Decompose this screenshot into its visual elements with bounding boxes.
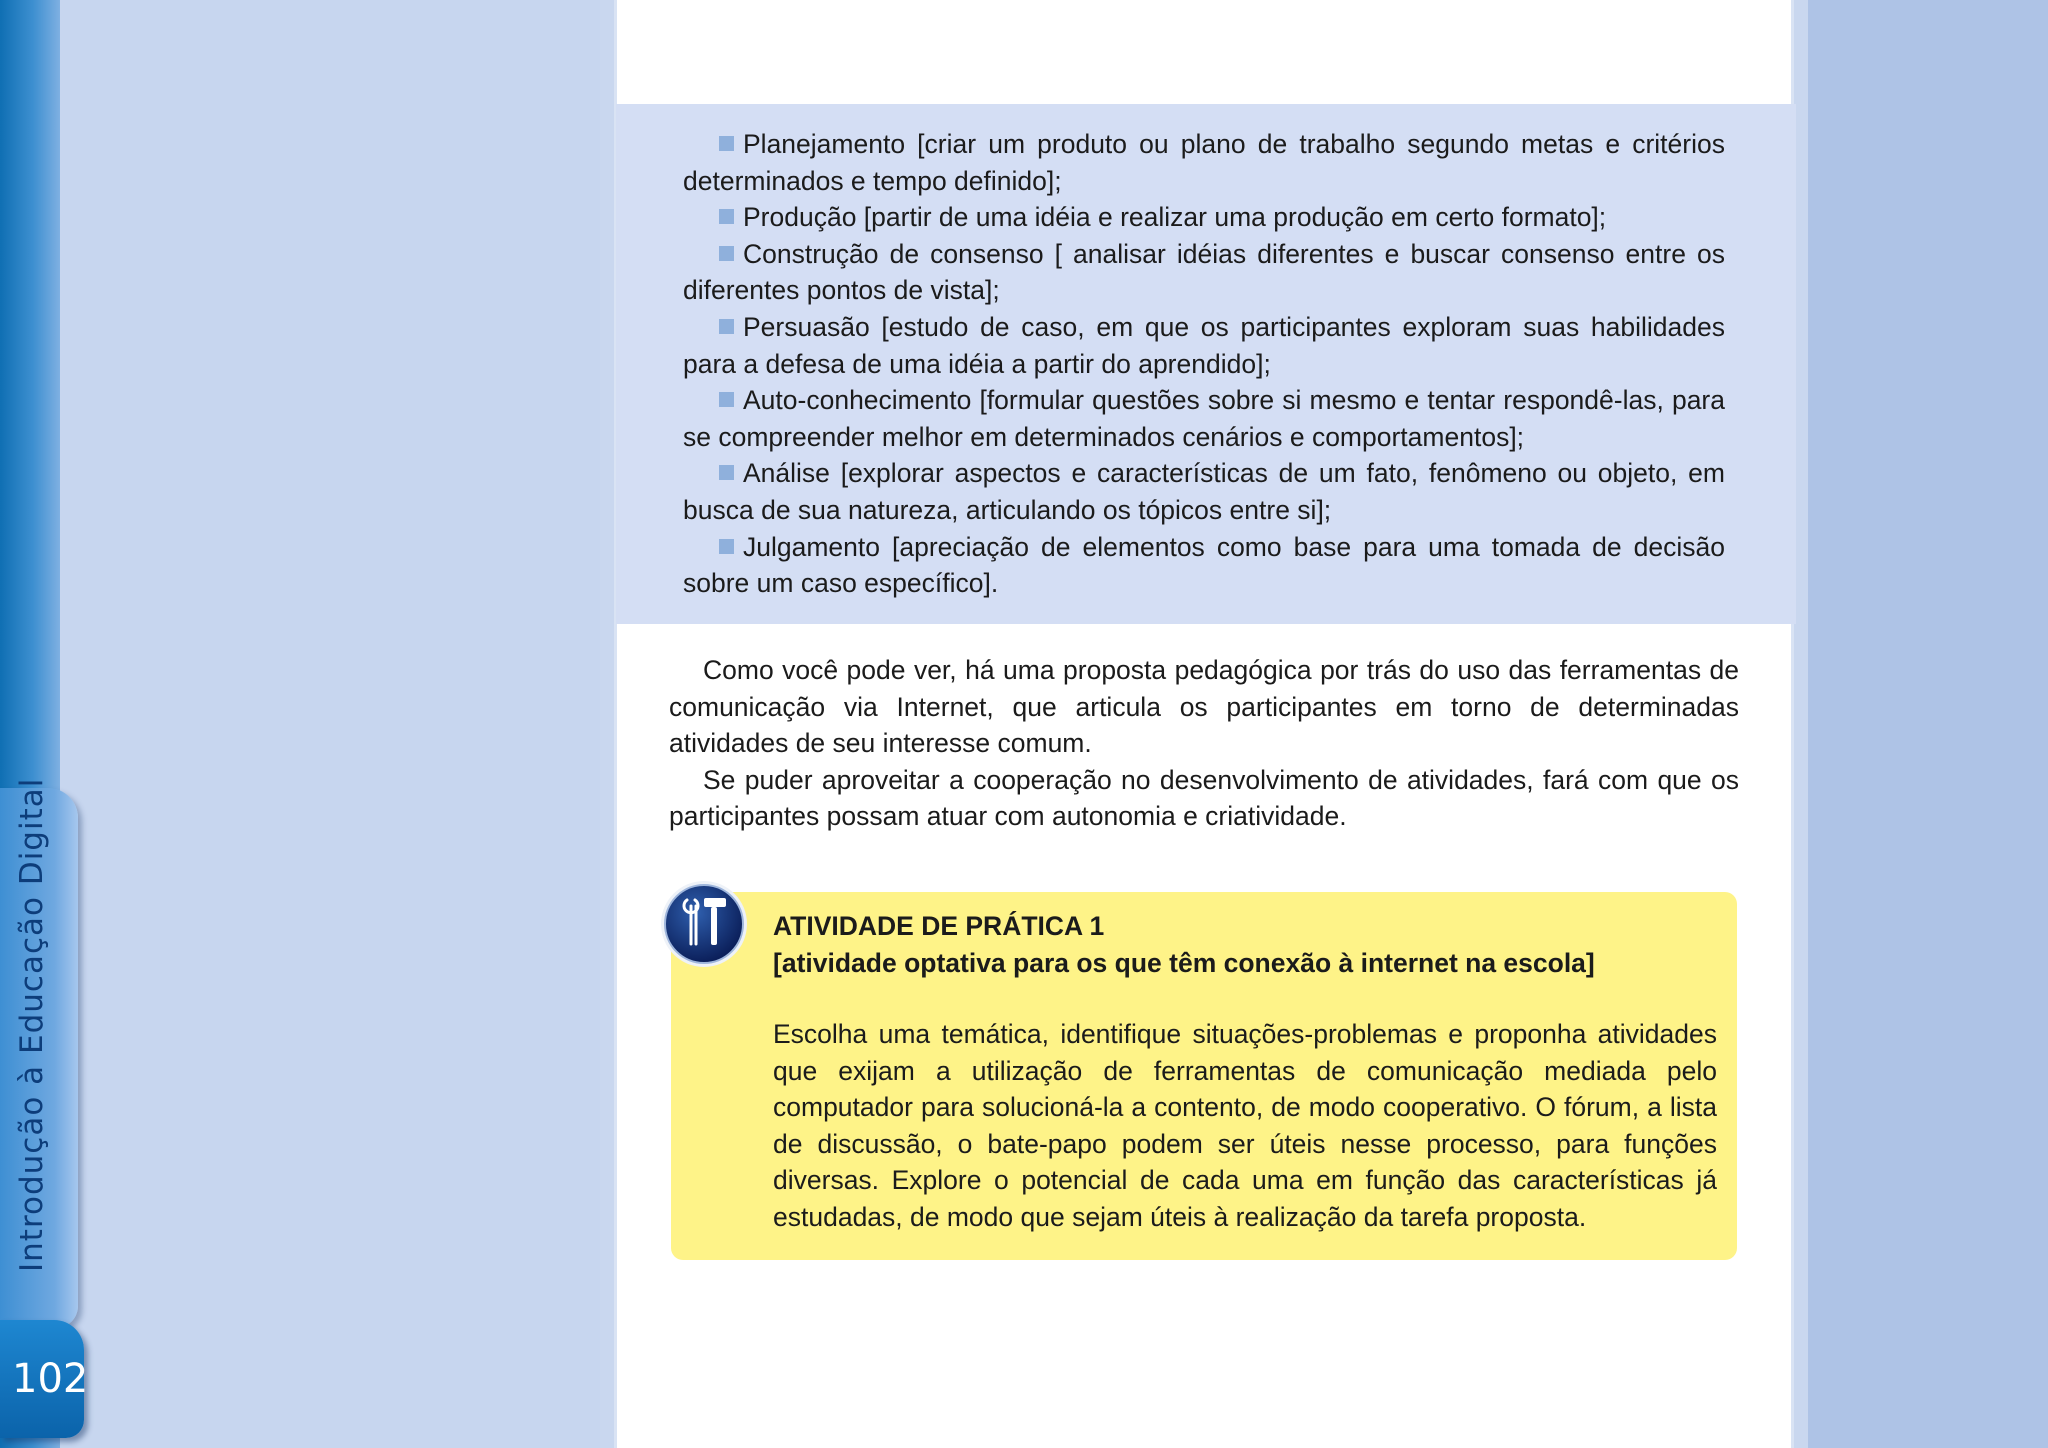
square-bullet-icon bbox=[719, 209, 734, 224]
list-item bbox=[683, 382, 1725, 455]
list-item bbox=[683, 199, 1725, 236]
list-item-text: Persuasão [estudo de caso, em que os participantes exploram suas habilidades para a defesa de uma idéia a partir do aprendido]; bbox=[683, 311, 1725, 379]
square-bullet-icon bbox=[719, 392, 734, 407]
list-item bbox=[683, 455, 1725, 528]
list-item bbox=[683, 126, 1725, 199]
square-bullet-icon bbox=[719, 465, 734, 480]
list-item bbox=[683, 529, 1725, 602]
list-item-text: Análise [explorar aspectos e características de um fato, fenômeno ou objeto, em busca de sua natureza, articulando os tópicos entre si]; bbox=[683, 458, 1725, 525]
book-title: Introdução à Educação Digital bbox=[14, 777, 50, 1272]
activity-title: ATIVIDADE DE PRÁTICA 1 bbox=[773, 911, 1105, 941]
square-bullet-icon bbox=[719, 136, 734, 151]
activity-subtitle: [atividade optativa para os que têm conexão à internet na escola] bbox=[773, 947, 1595, 978]
square-bullet-icon bbox=[719, 319, 734, 334]
list-item-text: Auto-conhecimento [formular questões sobre si mesmo e tentar respondê-las, para se compreender melhor em determinados cenários e comportamentos]; bbox=[683, 385, 1725, 452]
list-item-text: Construção de consenso [ analisar idéias diferentes e buscar consenso entre os diferentes pontos de vista]; bbox=[683, 238, 1725, 306]
bullet-list bbox=[683, 126, 1725, 602]
list-item-text: Planejamento [criar um produto ou plano de trabalho segundo metas e critérios determinados e tempo definido]; bbox=[683, 129, 1725, 196]
body-paragraph: Como você pode ver, há uma proposta pedagógica por trás do uso das ferramentas de comunicação via Internet, que articula os participantes em torno de determinadas atividades de seu interesse comum. bbox=[669, 655, 1739, 759]
list-item-text: Julgamento [apreciação de elementos como base para uma tomada de decisão sobre um caso específico]. bbox=[683, 531, 1725, 599]
list-item bbox=[683, 309, 1725, 382]
body-text bbox=[669, 652, 1739, 835]
list-item-text: Produção [partir de uma idéia e realizar uma produção em certo formato]; bbox=[743, 202, 1607, 233]
body-paragraph: Se puder aproveitar a cooperação no desenvolvimento de atividades, fará com que os participantes possam atuar com autonomia e criatividade. bbox=[669, 764, 1739, 832]
activity-heading bbox=[773, 908, 1717, 981]
activity-text: Escolha uma temática, identifique situações-problemas e proponha atividades que exijam a utilização de ferramentas de comunicação mediada pelo computador para solucioná-la a contento, de modo cooperativo. O fórum, a lista de discussão, o bate-papo podem ser úteis nesse processo, para funções diversas. Explore o potencial de cada uma em função das características já estudadas, de modo que sejam úteis à realização da tarefa proposta. bbox=[773, 1019, 1717, 1232]
page-number: 102 bbox=[12, 1356, 89, 1402]
right-margin-band bbox=[1808, 0, 2048, 1448]
square-bullet-icon bbox=[719, 246, 734, 261]
square-bullet-icon bbox=[719, 539, 734, 554]
tools-icon bbox=[660, 880, 748, 968]
list-item bbox=[683, 236, 1725, 309]
